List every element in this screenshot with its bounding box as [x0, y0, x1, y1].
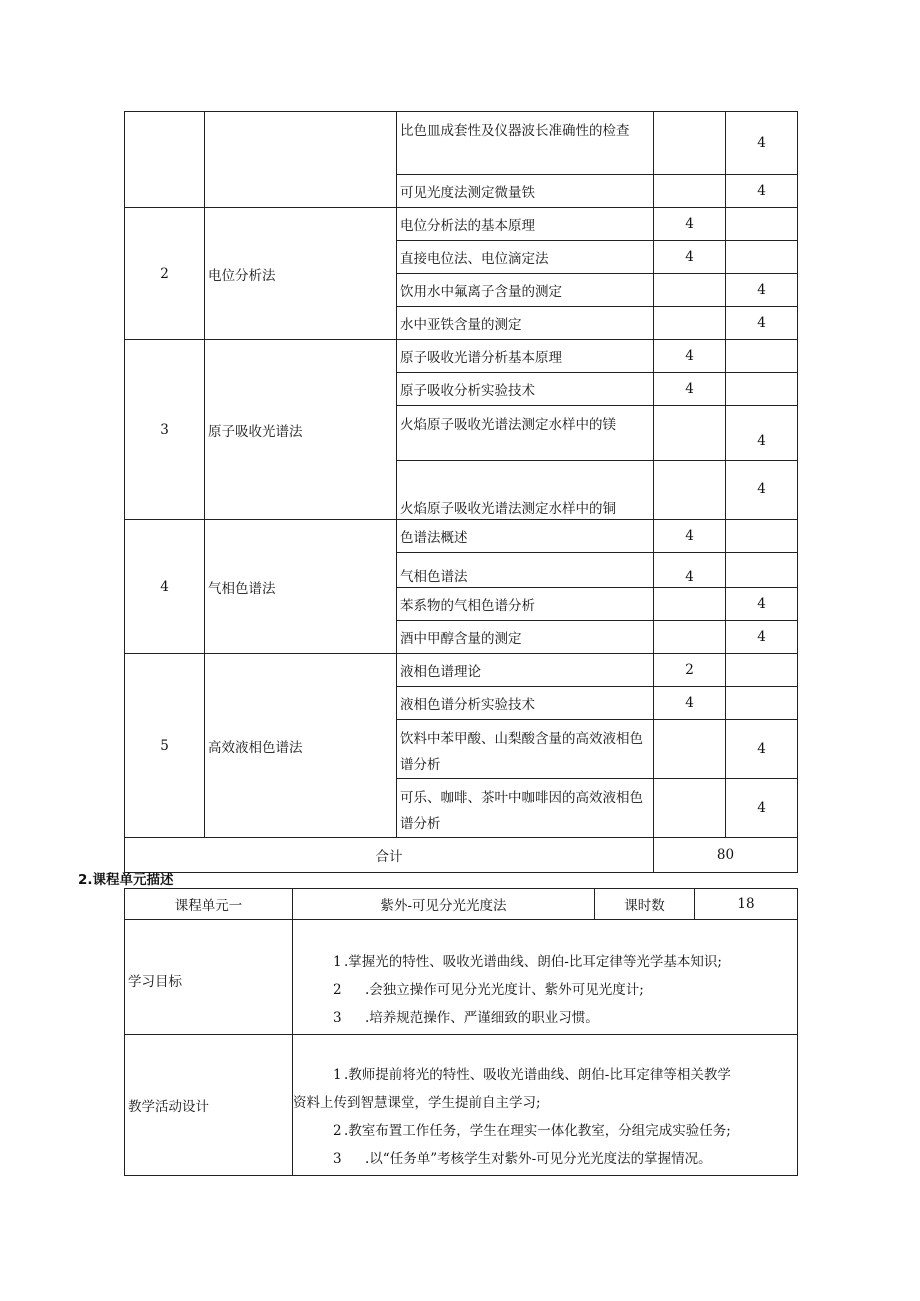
activity-text: .以“任务单”考核学生对紫外-可见分光光度法的掌握情况。 — [365, 1151, 712, 1167]
item-cell: 酒中甲醇含量的测定 — [397, 621, 654, 654]
theory-hours-cell: 4 — [654, 208, 726, 241]
objective-text: .培养规范操作、严谨细致的职业习惯。 — [365, 1010, 599, 1026]
module-number: 4 — [125, 520, 205, 654]
theory-hours-cell: 4 — [654, 373, 726, 406]
practice-hours-cell: 4 — [726, 621, 798, 654]
item-cell: 饮料中苯甲酸、山梨酸含量的高效液相色谱分析 — [397, 720, 654, 779]
objectives-cell — [293, 920, 798, 1035]
practice-hours-cell — [726, 654, 798, 687]
theory-hours-cell — [654, 112, 726, 175]
theory-hours-cell — [654, 779, 726, 838]
theory-hours-cell — [654, 307, 726, 340]
practice-hours-cell: 4 — [726, 779, 798, 838]
activity-item — [293, 1089, 797, 1117]
total-label: 合计 — [125, 838, 654, 873]
table-row — [125, 520, 798, 553]
objective-item — [293, 1004, 797, 1032]
table-row — [125, 340, 798, 373]
theory-hours-cell: 4 — [654, 241, 726, 274]
item-cell: 饮用水中氟离子含量的测定 — [397, 274, 654, 307]
module-number: 5 — [125, 654, 205, 838]
theory-hours-cell — [654, 720, 726, 779]
item-cell: 火焰原子吸收光谱法测定水样中的镁 — [397, 406, 654, 461]
activity-number: 1 — [333, 1067, 342, 1083]
objective-text: .会独立操作可见分光光度计、紫外可见光度计; — [365, 982, 644, 998]
activity-text: .教室布置工作任务，学生在理实一体化教室，分组完成实验任务; — [344, 1123, 731, 1139]
practice-hours-cell: 4 — [726, 112, 798, 175]
item-cell: 可乐、咖啡、茶叶中咖啡因的高效液相色谱分析 — [397, 779, 654, 838]
module-number: 3 — [125, 340, 205, 520]
item-cell: 直接电位法、电位滴定法 — [397, 241, 654, 274]
table-row — [125, 112, 798, 175]
practice-hours-cell — [726, 241, 798, 274]
item-cell: 水中亚铁含量的测定 — [397, 307, 654, 340]
objective-item — [293, 948, 797, 976]
activity-number: 2 — [333, 1123, 342, 1139]
practice-hours-cell: 4 — [726, 406, 798, 461]
activity-item — [293, 1145, 797, 1173]
table-row — [125, 208, 798, 241]
theory-hours-cell — [654, 274, 726, 307]
objectives-label: 学习目标 — [125, 920, 293, 1035]
practice-hours-cell — [726, 340, 798, 373]
objective-number: 3 — [333, 1010, 342, 1026]
activities-row — [125, 1035, 798, 1176]
item-cell: 原子吸收分析实验技术 — [397, 373, 654, 406]
total-row — [125, 838, 798, 873]
objective-text: .掌握光的特性、吸收光谱曲线、朗伯-比耳定律等光学基本知识; — [344, 954, 722, 970]
item-cell: 色谱法概述 — [397, 520, 654, 553]
practice-hours-cell: 4 — [726, 720, 798, 779]
module-name: 气相色谱法 — [205, 520, 397, 654]
module-name: 电位分析法 — [205, 208, 397, 340]
course-hours-table — [124, 111, 798, 873]
practice-hours-cell — [726, 687, 798, 720]
module-name: 原子吸收光谱法 — [205, 340, 397, 520]
item-cell: 原子吸收光谱分析基本原理 — [397, 340, 654, 373]
section-heading: 2.课程单元描述 — [78, 872, 174, 888]
activity-text: 资料上传到智慧课堂，学生提前自主学习; — [293, 1095, 541, 1111]
practice-hours-cell: 4 — [726, 461, 798, 520]
module-cell — [205, 112, 397, 208]
theory-hours-cell: 4 — [654, 520, 726, 553]
practice-hours-cell — [726, 553, 798, 588]
theory-hours-cell — [654, 461, 726, 520]
objectives-row — [125, 920, 798, 1035]
module-name: 高效液相色谱法 — [205, 654, 397, 838]
theory-hours-cell — [654, 406, 726, 461]
theory-hours-cell — [654, 175, 726, 208]
practice-hours-cell: 4 — [726, 175, 798, 208]
practice-hours-cell: 4 — [726, 274, 798, 307]
item-cell: 电位分析法的基本原理 — [397, 208, 654, 241]
unit-header-row — [125, 889, 798, 920]
objective-number: 2 — [333, 982, 342, 998]
activity-number: 3 — [333, 1151, 342, 1167]
theory-hours-cell — [654, 621, 726, 654]
activities-label: 教学活动设计 — [125, 1035, 293, 1176]
item-cell: 火焰原子吸收光谱法测定水样中的铜 — [397, 461, 654, 520]
item-cell: 气相色谱法 — [397, 553, 654, 588]
practice-hours-cell — [726, 208, 798, 241]
objective-number: 1 — [333, 954, 342, 970]
table-row — [125, 654, 798, 687]
module-number: 2 — [125, 208, 205, 340]
hours-value: 18 — [695, 889, 798, 920]
course-unit-table — [124, 888, 798, 1176]
unit-name: 紫外-可见分光光度法 — [293, 889, 595, 920]
no-cell — [125, 112, 205, 208]
activity-text: .教师提前将光的特性、吸收光谱曲线、朗伯-比耳定律等相关教学 — [344, 1067, 731, 1083]
activity-item — [293, 1117, 797, 1145]
practice-hours-cell — [726, 520, 798, 553]
hours-label: 课时数 — [595, 889, 695, 920]
item-cell: 比色皿成套性及仪器波长准确性的检查 — [397, 112, 654, 175]
theory-hours-cell: 2 — [654, 654, 726, 687]
theory-hours-cell: 4 — [654, 687, 726, 720]
activity-item — [293, 1061, 797, 1089]
item-cell: 苯系物的气相色谱分析 — [397, 588, 654, 621]
total-value: 80 — [654, 838, 798, 873]
unit-label: 课程单元一 — [125, 889, 293, 920]
practice-hours-cell: 4 — [726, 307, 798, 340]
theory-hours-cell: 4 — [654, 340, 726, 373]
objective-item — [293, 976, 797, 1004]
item-cell: 液相色谱理论 — [397, 654, 654, 687]
activities-cell — [293, 1035, 798, 1176]
item-cell: 可见光度法测定微量铁 — [397, 175, 654, 208]
item-cell: 液相色谱分析实验技术 — [397, 687, 654, 720]
practice-hours-cell — [726, 373, 798, 406]
theory-hours-cell: 4 — [654, 553, 726, 588]
practice-hours-cell: 4 — [726, 588, 798, 621]
theory-hours-cell — [654, 588, 726, 621]
